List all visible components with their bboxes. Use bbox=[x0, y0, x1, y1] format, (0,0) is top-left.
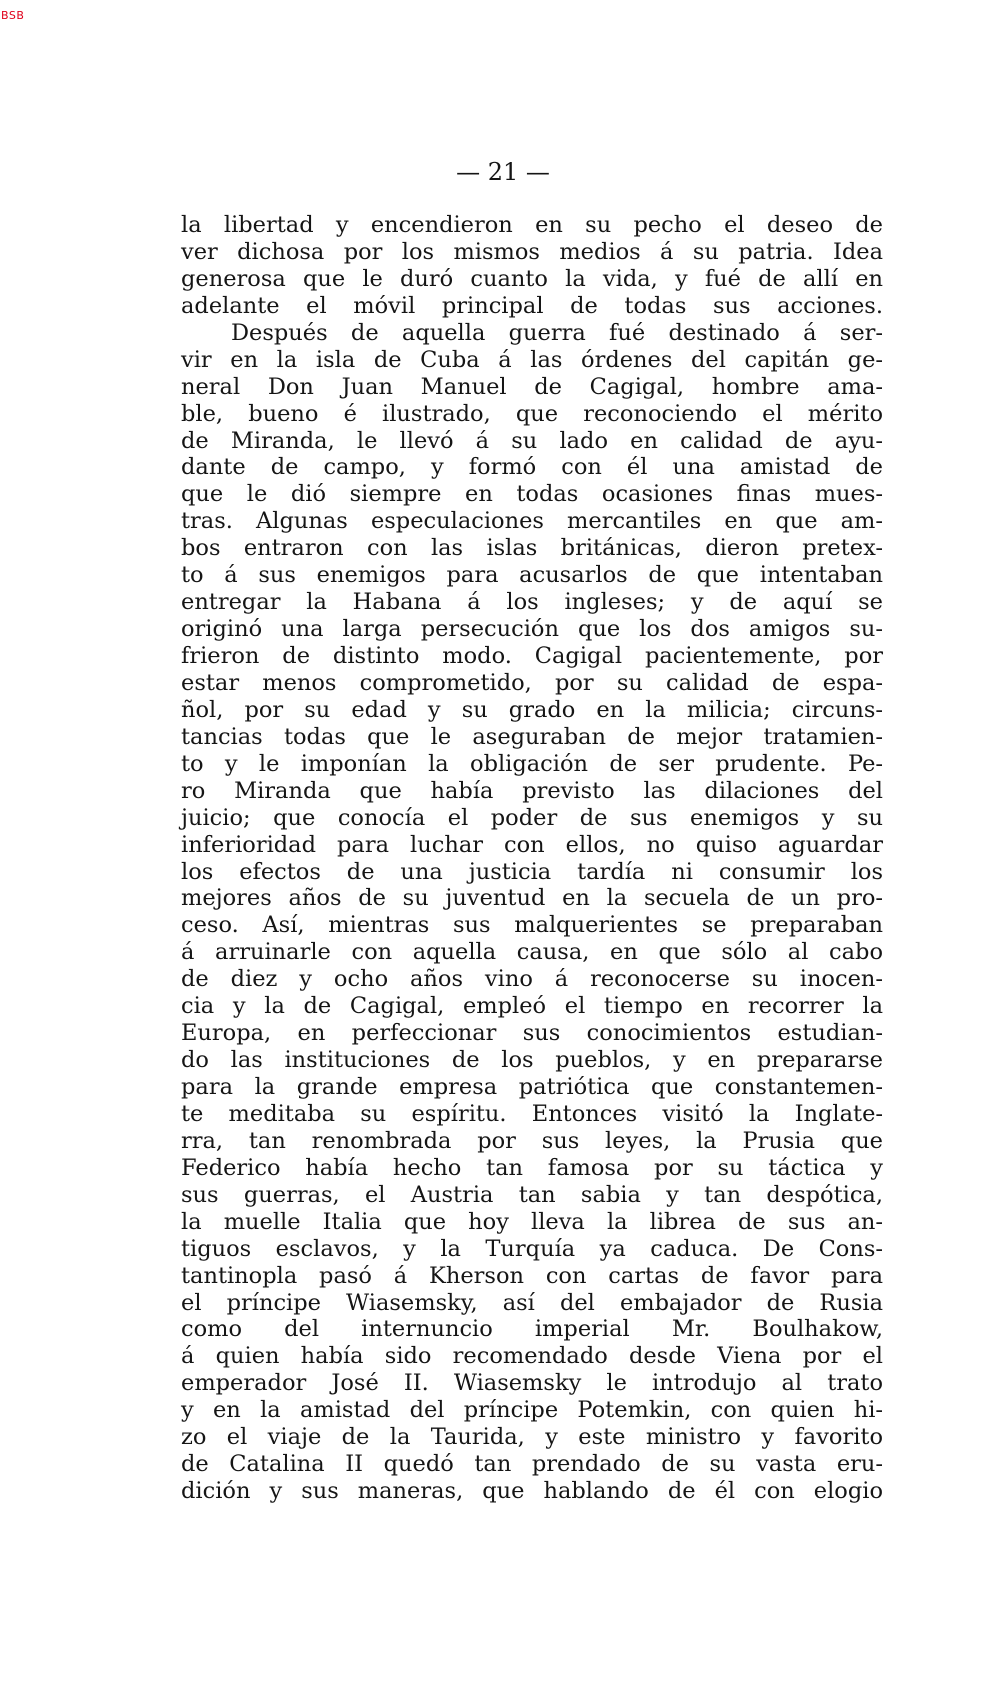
text-line: á arruinarle con aquella causa, en que sólo al cabo bbox=[181, 939, 883, 966]
body-text bbox=[181, 212, 883, 1505]
text-line: inferioridad para luchar con ellos, no quiso aguardar bbox=[181, 831, 883, 858]
text-line: Europa, en perfeccionar sus conocimientos estudian- bbox=[181, 1020, 883, 1047]
text-line: de Catalina II quedó tan prendado de su vasta eru- bbox=[181, 1451, 883, 1478]
text-line: zo el viaje de la Taurida, y este ministro y favorito bbox=[181, 1424, 883, 1451]
text-line: adelante el móvil principal de todas sus acciones. bbox=[181, 292, 883, 319]
text-line: de Miranda, le llevó á su lado en calidad de ayu- bbox=[181, 427, 883, 454]
text-line: rra, tan renombrada por sus leyes, la Prusia que bbox=[181, 1127, 883, 1154]
text-line: frieron de distinto modo. Cagigal pacientemente, por bbox=[181, 643, 883, 669]
text-line: to y le imponían la obligación de ser prudente. Pe- bbox=[181, 750, 883, 777]
text-line: estar menos comprometido, por su calidad de espa- bbox=[181, 669, 883, 696]
text-line: juicio; que conocía el poder de sus enemigos y su bbox=[181, 804, 883, 831]
page-number-text: — 21 — bbox=[456, 158, 550, 186]
text-line: cia y la de Cagigal, empleó el tiempo en recorrer la bbox=[181, 993, 883, 1020]
text-line: tancias todas que le aseguraban de mejor tratamien- bbox=[181, 723, 883, 750]
text-line: tras. Algunas especulaciones mercantiles en que am- bbox=[181, 508, 883, 535]
text-line: Después de aquella guerra fué destinado á ser- bbox=[231, 319, 883, 346]
text-line: Federico había hecho tan famosa por su táctica y bbox=[181, 1154, 883, 1181]
text-line: bos entraron con las islas británicas, dieron pretex- bbox=[181, 535, 883, 562]
text-line: sus guerras, el Austria tan sabia y tan despótica, bbox=[181, 1181, 883, 1208]
text-line: entregar la Habana á los ingleses; y de aquí se bbox=[181, 589, 883, 616]
text-line: te meditaba su espíritu. Entonces visitó la Inglate- bbox=[181, 1100, 883, 1127]
text-line: á quien había sido recomendado desde Viena por el bbox=[181, 1343, 883, 1370]
text-line: mejores años de su juventud en la secuela de un pro- bbox=[181, 885, 883, 912]
text-line: la libertad y encendieron en su pecho el deseo de bbox=[181, 212, 883, 238]
text-line: emperador José II. Wiasemsky le introdujo al trato bbox=[181, 1370, 883, 1397]
text-line: originó una larga persecución que los dos amigos su- bbox=[181, 616, 883, 643]
text-line: tiguos esclavos, y la Turquía ya caduca. De Cons- bbox=[181, 1235, 883, 1262]
text-line: dante de campo, y formó con él una amistad de bbox=[181, 454, 883, 481]
text-line: como del internuncio imperial Mr. Boulhakow, bbox=[181, 1316, 883, 1343]
text-line: vir en la isla de Cuba á las órdenes del capitán ge- bbox=[181, 346, 883, 373]
text-line: el príncipe Wiasemsky, así del embajador de Rusia bbox=[181, 1289, 883, 1316]
page-number bbox=[0, 158, 1000, 186]
text-line: y en la amistad del príncipe Potemkin, con quien hi- bbox=[181, 1397, 883, 1424]
text-line: ñol, por su edad y su grado en la milicia; circuns- bbox=[181, 696, 883, 723]
text-line: dición y sus maneras, que hablando de él con elogio bbox=[181, 1478, 883, 1505]
text-line: ble, bueno é ilustrado, que reconociendo el mérito bbox=[181, 400, 883, 427]
text-line: ceso. Así, mientras sus malquerientes se preparaban bbox=[181, 912, 883, 939]
text-line: para la grande empresa patriótica que constantemen- bbox=[181, 1074, 883, 1100]
text-line: generosa que le duró cuanto la vida, y fué de allí en bbox=[181, 265, 883, 292]
text-line: do las instituciones de los pueblos, y en prepararse bbox=[181, 1047, 883, 1074]
text-line: de diez y ocho años vino á reconocerse su inocen- bbox=[181, 966, 883, 993]
text-line: tantinopla pasó á Kherson con cartas de favor para bbox=[181, 1262, 883, 1289]
text-line: ro Miranda que había previsto las dilaciones del bbox=[181, 777, 883, 804]
text-line: la muelle Italia que hoy lleva la librea de sus an- bbox=[181, 1208, 883, 1235]
text-line: to á sus enemigos para acusarlos de que intentaban bbox=[181, 562, 883, 589]
text-line: ver dichosa por los mismos medios á su patria. Idea bbox=[181, 238, 883, 265]
text-line: neral Don Juan Manuel de Cagigal, hombre ama- bbox=[181, 373, 883, 400]
text-line: los efectos de una justicia tardía ni consumir los bbox=[181, 858, 883, 885]
text-line: que le dió siempre en todas ocasiones finas mues- bbox=[181, 481, 883, 508]
library-watermark: BSB bbox=[1, 9, 25, 22]
